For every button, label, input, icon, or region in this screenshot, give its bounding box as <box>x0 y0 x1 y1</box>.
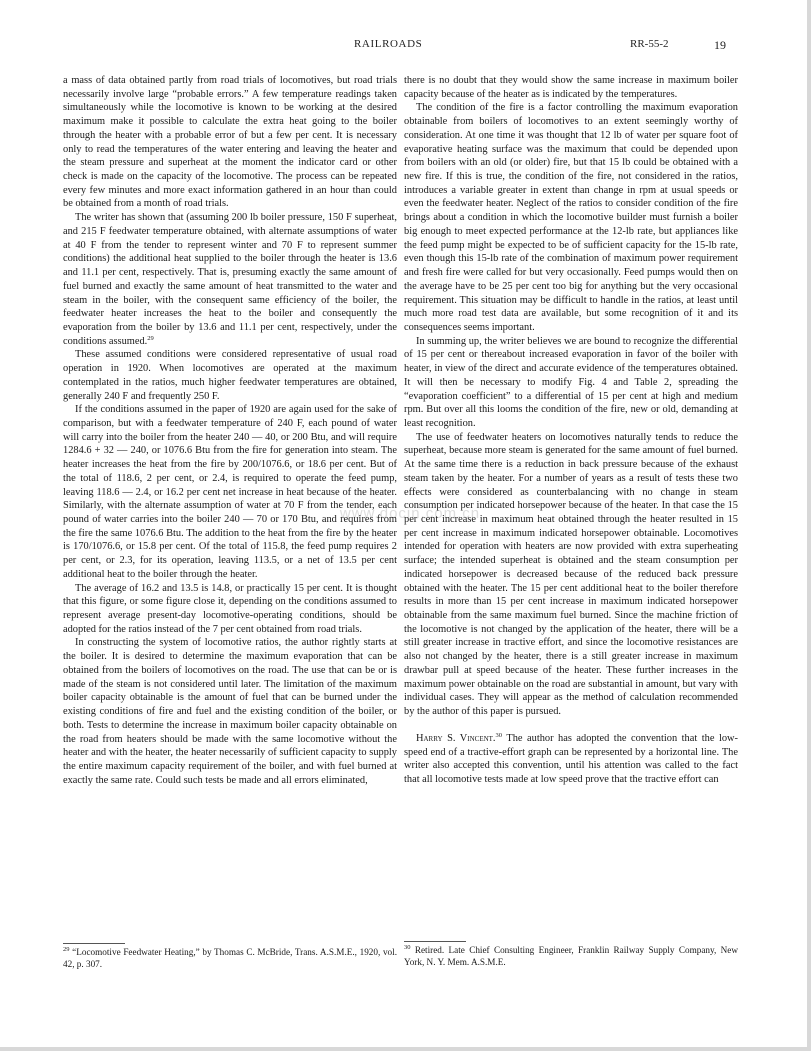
paragraph <box>63 211 397 348</box>
right-column <box>404 74 738 787</box>
paragraph: In constructing the system of locomotive ratios, the author rightly starts at the boiler. It is desired to determine the maximum evaporation that can be obtained from the boilers of locomotives on the road. The use that can be or is made of the steam is not considered until later. The limitation of the maximum boiler capacity obtainable is the amount of fuel that can be burned under the existing conditions of fire and fuel and the existing condition of the boiler, or both. Tests to determine the increase in maximum boiler capacity obtainable on the road from heaters should be made with the same locomotive without the heater and with the heater, the heater necessarily of sufficient capacity to supply the entire maximum capacity requirement of the boiler, and with fuel burned at exactly the same rate. Could such tests be made and all errors eliminated, <box>63 637 397 786</box>
paragraph: there is no doubt that they would show the same increase in maximum boiler capacity because of the heater as is indicated by the temperatures. <box>404 75 738 100</box>
paragraph: In summing up, the writer believes we are bound to recognize the differential of 15 per cent or thereabout increased evaporation in favor of the boiler with heater, in view of the direct and accurate evidence of the temperatures obtained. It will then be necessary to modify Fig. 4 and Table 2, spreading the “evaporation coefficient” to a differential of 15 per cent at high and medium rpm. But over all this looms the condition of the fire, new or old, demanding at least recognition. <box>404 335 738 429</box>
footnote-mark: 29 <box>63 946 70 953</box>
paragraph: If the conditions assumed in the paper of 1920 are again used for the sake of comparison, but with a feedwater temperature of 240 F, each pound of water will carry into the boiler from the heater 240 — 40, or 200 Btu, and will require 1284.6 + 32 — 240, or 1076.6 Btu from the fire for generation into steam. The heater increases the heat from the fire by 200/1076.6, or 18.6 per cent. But of the total of 118.6, 2 per cent, or 2.4, is required to operate the feed pump, leaving 118.6 — 2.4, or 16.2 per cent net increase in heat because of the heater. Similarly, with the alternate assumption of water at 70 F from the tender, each pound of water carries into the boiler 240 — 70 or 170 Btu, and requires from the fire the same 1076.6 Btu. The addition to the heat from the fire by the heater is 170/1076.6, or 15.8 per cent. Of the total of 115.8, the feed pump requires 2 per cent, or 2.3, for its operation, leaving 113.5, or a net of 13.5 per cent additional heat to the boiler through the heater. <box>63 404 397 580</box>
running-title: RAILROADS <box>354 38 423 50</box>
footnote-reference: 29 <box>147 334 154 342</box>
discussant-name: Harry S. Vincent. <box>416 732 496 744</box>
page-edge-shadow-bottom <box>0 1047 811 1051</box>
footnote <box>404 944 738 968</box>
page-header <box>64 38 744 56</box>
paragraph: The use of feedwater heaters on locomotives naturally tends to reduce the superheat, because more steam is generated for the same amount of fuel burned. At the same time there is a reduction in back pressure because of the exhaust steam taken by the heater. For a number of years as a result of tests these two effects were considered as counterbalancing with no change in steam consumption per indicated horsepower because of the heater. In that case the 15 per cent increase in maximum heat obtained through the heater resulted in 15 per cent increase in maximum indicated horsepower obtainable. Locomotives intended for operation with heaters are now provided with extra superheating surface; the intended superheat is obtained and the steam consumption per indicated horsepower is decreased because of the reduced back pressure obtained with the heater. The 15 per cent additional heat to the boiler therefore results in more than 15 per cent increase in maximum indicated horsepower obtainable from the same maximum fuel burned. Since the machine friction of the locomotive is not changed by the application of the heater, there will be a still greater increase in tractive effort, and since the locomotive resistances are also not changed by the heater, there is a still greater increase in maximum drawbar pull at speed because of the heater. These further increases in the maximum power obtainable on the road are substantial in amount, but vary with individual cases. They will appear as the method of calculation recommended by the author of this paper is pursued. <box>404 431 738 718</box>
footnote <box>63 946 397 970</box>
paragraph: a mass of data obtained partly from road trials of locomotives, but road trials necessarily involve large “probable errors.” A few temperature readings taken simultaneously while the locomotive is known to be working at the desired maximum make it possible to calculate the extra heat going to the boiler through the heater with a probable error of but a few per cent. It is necessary only to read the temperatures of the water entering and leaving the heater and the steam pressure and superheat at the moment the indicator card or other check is made on the capacity of the locomotive. The process can be repeated every few minutes and more exact information gathered in an hour than could be obtained from a month of road trials. <box>63 75 397 210</box>
page-number: 19 <box>714 38 726 52</box>
footnote-rule <box>63 943 125 944</box>
footnote-text: “Locomotive Feedwater Heating,” by Thomas C. McBride, Trans. A.S.M.E., 1920, vol. 42, p. 307. <box>63 947 397 969</box>
left-column <box>63 74 397 787</box>
paragraph <box>404 732 738 787</box>
footnote-text: Retired. Late Chief Consulting Engineer, Franklin Railway Supply Company, New York, N. Y. Mem. A.S.M.E. <box>404 945 738 967</box>
footnote-reference: 30 <box>495 731 503 739</box>
paragraph: These assumed conditions were considered representative of usual road operation in 1920. When locomotives are operated at the maximum contemplated in the ratios, much higher feedwater temperatures are obtained, generally 240 F and frequently 250 F. <box>63 349 397 402</box>
paper-code: RR-55-2 <box>630 38 669 50</box>
paragraph-text: The writer has shown that (assuming 200 lb boiler pressure, 150 F superheat, and 215 F feedwater temperature obtained, with alternate assumptions of water at 40 F from the tender to represent winter and 70 F to represent summer conditions) the additional heat supplied to the boiler through the heater is 13.6 and 11.1 per cent, respectively. That is, presuming exactly the same amount of fuel burned and exactly the same amount of heat transmitted to the water and steam in the boiler, with the consequent same efficiency of the boiler, the feedwater heater increases the heat to the boiler and consequently the evaporation from the boiler by 13.6 and 11.1 per cent, respectively, under the conditions assumed. <box>63 212 397 347</box>
footnote-rule <box>404 941 466 942</box>
paragraph: The condition of the fire is a factor controlling the maximum evaporation obtainable from boilers of locomotives to an extent seemingly worthy of consideration. At one time it was thought that 12 lb of water per square foot of evaporative heating surface was the maximum that could be depended upon from boilers with an old (or older) fire, but that 15 lb could be obtained with a new fire. If this is true, the condition of the fire, not considered in the ratios, introduces a variable greater in extent than change in rpm at usual speeds or even the feedwater heater. Neglect of the ratios to consider condition of the fire brings about a condition in which the locomotive builder must furnish a boiler big enough to meet expected performance at the 12-lb rate, but appliances like the feed pump might be expected to be of sufficient capacity for the 15-lb rate, even though this 15-lb rate of the combination of maximum power requirement and fresh fire were called for but very occasionally. Feed pumps would then on the average have to be 25 per cent too big for anything but the very occasional requirement. This situation may be difficult to handle in the ratios, at least until much more road test data are available, but some recognition of it and its consequences seems important. <box>404 102 738 333</box>
watermark: www.docin.com.cn <box>339 505 481 522</box>
page-edge-shadow-right <box>807 0 811 1051</box>
footnote-mark: 30 <box>404 944 411 951</box>
paragraph-text: The author has adopted the convention that the low-speed end of a tractive-effort graph can be represented by a horizontal line. The writer also accepted this convention, until his attention was called to the fact that all locomotive tests made at low speed prove that the tractive effort can <box>404 732 738 785</box>
paragraph: The average of 16.2 and 13.5 is 14.8, or practically 15 per cent. It is thought that this figure, or some figure close it, depending on the conditions assumed to represent average present-day locomotive-operating conditions, should be adopted for the ratios instead of the 7 per cent obtained from road trials. <box>63 582 397 635</box>
